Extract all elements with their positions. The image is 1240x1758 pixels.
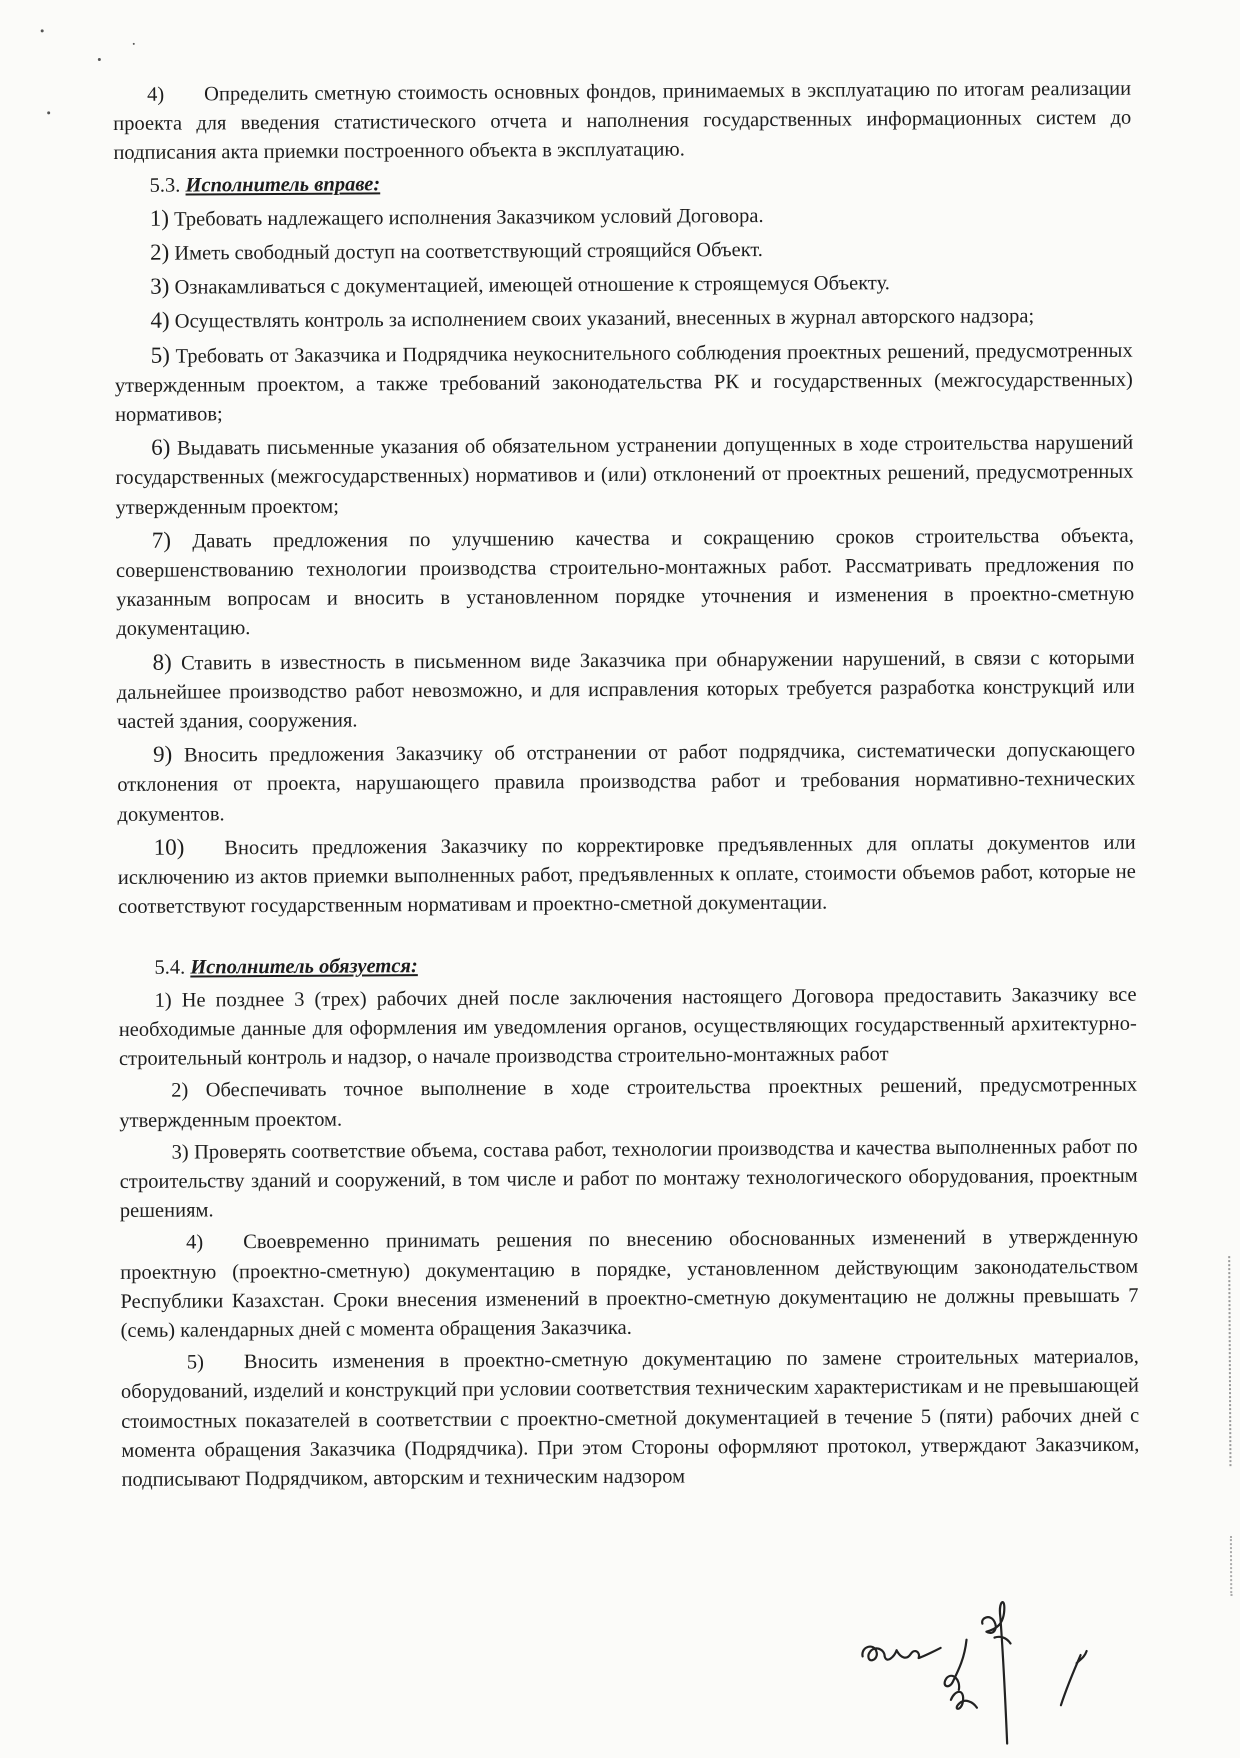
signature-stroke (951, 1692, 977, 1709)
item-number: 3) (150, 273, 170, 299)
section-5-3-item-1 (114, 198, 1132, 235)
item-text: Вносить предложения Заказчику по корректировке предъявленных для оплаты документов или исключению из актов приемки выполненных работ, предъявленных к оплате, стоимости объемов работ, которые не соответствуют государственным нормативам и проектно-сметной документации. (117, 831, 1136, 919)
item-number: 10) (153, 834, 185, 860)
section-5-3-item-4 (114, 300, 1132, 337)
item-number: 5) (150, 342, 170, 368)
scan-speck (47, 111, 50, 114)
item-text: Вносить изменения в проектно-сметную документацию по замене строительных материалов, оборудований, изделий и конструкций при условии соответствия техническим характеристикам и не превышающей стоимостных показателей в соответствии с проектно-сметной документацией в течение 5 (пяти) рабочих дней с момента обращения Заказчика (Подрядчика). При этом Стороны оформляют протокол, утверждают Заказчиком, подписывают Подрядчиком, авторским и техническим надзором (120, 1345, 1140, 1491)
section-5-4-heading (118, 948, 1136, 983)
item-number: 7) (151, 527, 172, 553)
item-number: 4) (147, 83, 165, 106)
section-5-4-item-2 (119, 1071, 1137, 1136)
section-5-4-item-1 (119, 980, 1138, 1074)
section-5-3-item-8 (116, 641, 1135, 737)
section-title: Исполнитель обязуется: (190, 955, 418, 979)
section-5-4-item-4 (120, 1223, 1139, 1346)
item-text: Ознакамливаться с документацией, имеющей отношение к строящемуся Объекту. (174, 272, 890, 299)
item-text: Своевременно принимать решения по внесению обоснованных изменений в утвержденную проектную (проектно-сметную) документацию в порядке, установленном действующим законодательством Республики Казахстан. Сроки внесения изменений в проектно-сметную документацию не должны превышать 7 (семь) календарных дней с момента обращения Заказчика. (120, 1226, 1139, 1342)
item-text: Обеспечивать точное выполнение в ходе строительства проектных решений, предусмотренных утвержденным проектом. (119, 1074, 1138, 1132)
item-number: 5) (186, 1351, 204, 1374)
scan-edge-marks (1230, 1536, 1234, 1596)
scan-speck (41, 29, 44, 32)
paragraph-item-4 (113, 75, 1132, 169)
section-5-3-heading (114, 165, 1132, 200)
item-text: Вносить предложения Заказчику об отстранении от работ подрядчика, систематически допускающего отклонения от проекта, нарушающего правила производства работ и требования нормативно-технических документов. (117, 738, 1136, 826)
signature-stroke (1077, 1651, 1087, 1663)
item-text: Определить сметную стоимость основных фондов, принимаемых в эксплуатацию по итогам реализации проекта для введения статистического отчета и наполнения государственных информационных систем до подписания акта приемки построенного объекта в эксплуатацию. (113, 77, 1132, 165)
item-text: Требовать надлежащего исполнения Заказчиком условий Договора. (174, 204, 764, 231)
section-5-4-item-3 (119, 1132, 1138, 1226)
section-5-3-item-9 (117, 734, 1136, 830)
item-number: 1) (149, 205, 170, 231)
scan-edge-marks (1228, 1256, 1233, 1466)
item-number: 6) (151, 434, 171, 460)
signature-stroke (982, 1602, 1007, 1744)
section-number: 5.4. (154, 957, 186, 980)
item-text: Выдавать письменные указания об обязательном устранении допущенных в ходе строительства нарушений государственных (межгосударственных) нормативов и (или) отклонений от проектных решений, предусмотренных утвержденным проектом; (115, 431, 1134, 519)
item-text: Требовать от Заказчика и Подрядчика неукоснительного соблюдения проектных решений, предусмотренных утвержденным проектом, а также требований законодательства РК и государственных (межгосударственных) нормативов; (114, 339, 1133, 426)
item-number: 4) (150, 308, 170, 334)
document-body (113, 75, 1140, 1498)
item-number: 8) (152, 649, 172, 675)
item-number: 3) (171, 1141, 189, 1164)
section-number: 5.3. (149, 174, 181, 197)
item-number: 1) (154, 989, 172, 1012)
signature-stroke (944, 1640, 966, 1690)
section-5-3-item-6 (115, 427, 1134, 523)
handwritten-signatures (854, 1576, 1185, 1748)
item-number: 9) (153, 741, 173, 767)
section-5-3-item-5 (115, 334, 1134, 430)
signature-stroke (862, 1646, 940, 1660)
section-5-3-item-2 (114, 232, 1132, 269)
item-text: Ставить в известность в письменном виде Заказчика при обнаружении нарушений, в связи с которыми дальнейшее производство работ невозможно, и для исправления которых требуется разработка конструкций или частей здания, сооружения. (116, 646, 1135, 734)
item-text: Не позднее 3 (трех) рабочих дней после заключения настоящего Договора предоставить Заказчику все необходимые данные для оформления им уведомления органов, осуществляющих государственный архитектурно-строительный контроль и надзор, о начале производства строительно-монтажных работ (118, 983, 1137, 1071)
item-number: 4) (186, 1231, 204, 1254)
section-5-4-item-5 (121, 1343, 1140, 1495)
section-5-3-item-3 (114, 266, 1132, 303)
item-text: Осуществлять контроль за исполнением своих указаний, внесенных в журнал авторского надзора; (174, 305, 1035, 334)
item-text: Иметь свободный доступ на соответствующий строящийся Объект. (174, 239, 763, 265)
item-number: 2) (171, 1079, 189, 1102)
section-5-3-item-10 (118, 827, 1137, 923)
item-text: Проверять соответствие объема, состава работ, технологии производства и качества выполненных работ по строительству зданий и сооружений, в том числе и работ по монтажу технологического оборудования, проектным решениям. (119, 1135, 1138, 1223)
scan-speck (133, 43, 135, 45)
scan-speck (98, 58, 101, 61)
item-number: 2) (149, 239, 170, 265)
section-5-3-item-7 (116, 520, 1135, 645)
section-title: Исполнитель вправе: (185, 172, 381, 197)
item-text: Давать предложения по улучшению качества и сокращению сроков строительства объекта, совершенствованию технологии производства строительно-монтажных работ. Рассматривать предложения по указанным вопросам и вносить в установленном порядке уточнения и изменения в проектно-сметную документацию. (115, 524, 1135, 641)
